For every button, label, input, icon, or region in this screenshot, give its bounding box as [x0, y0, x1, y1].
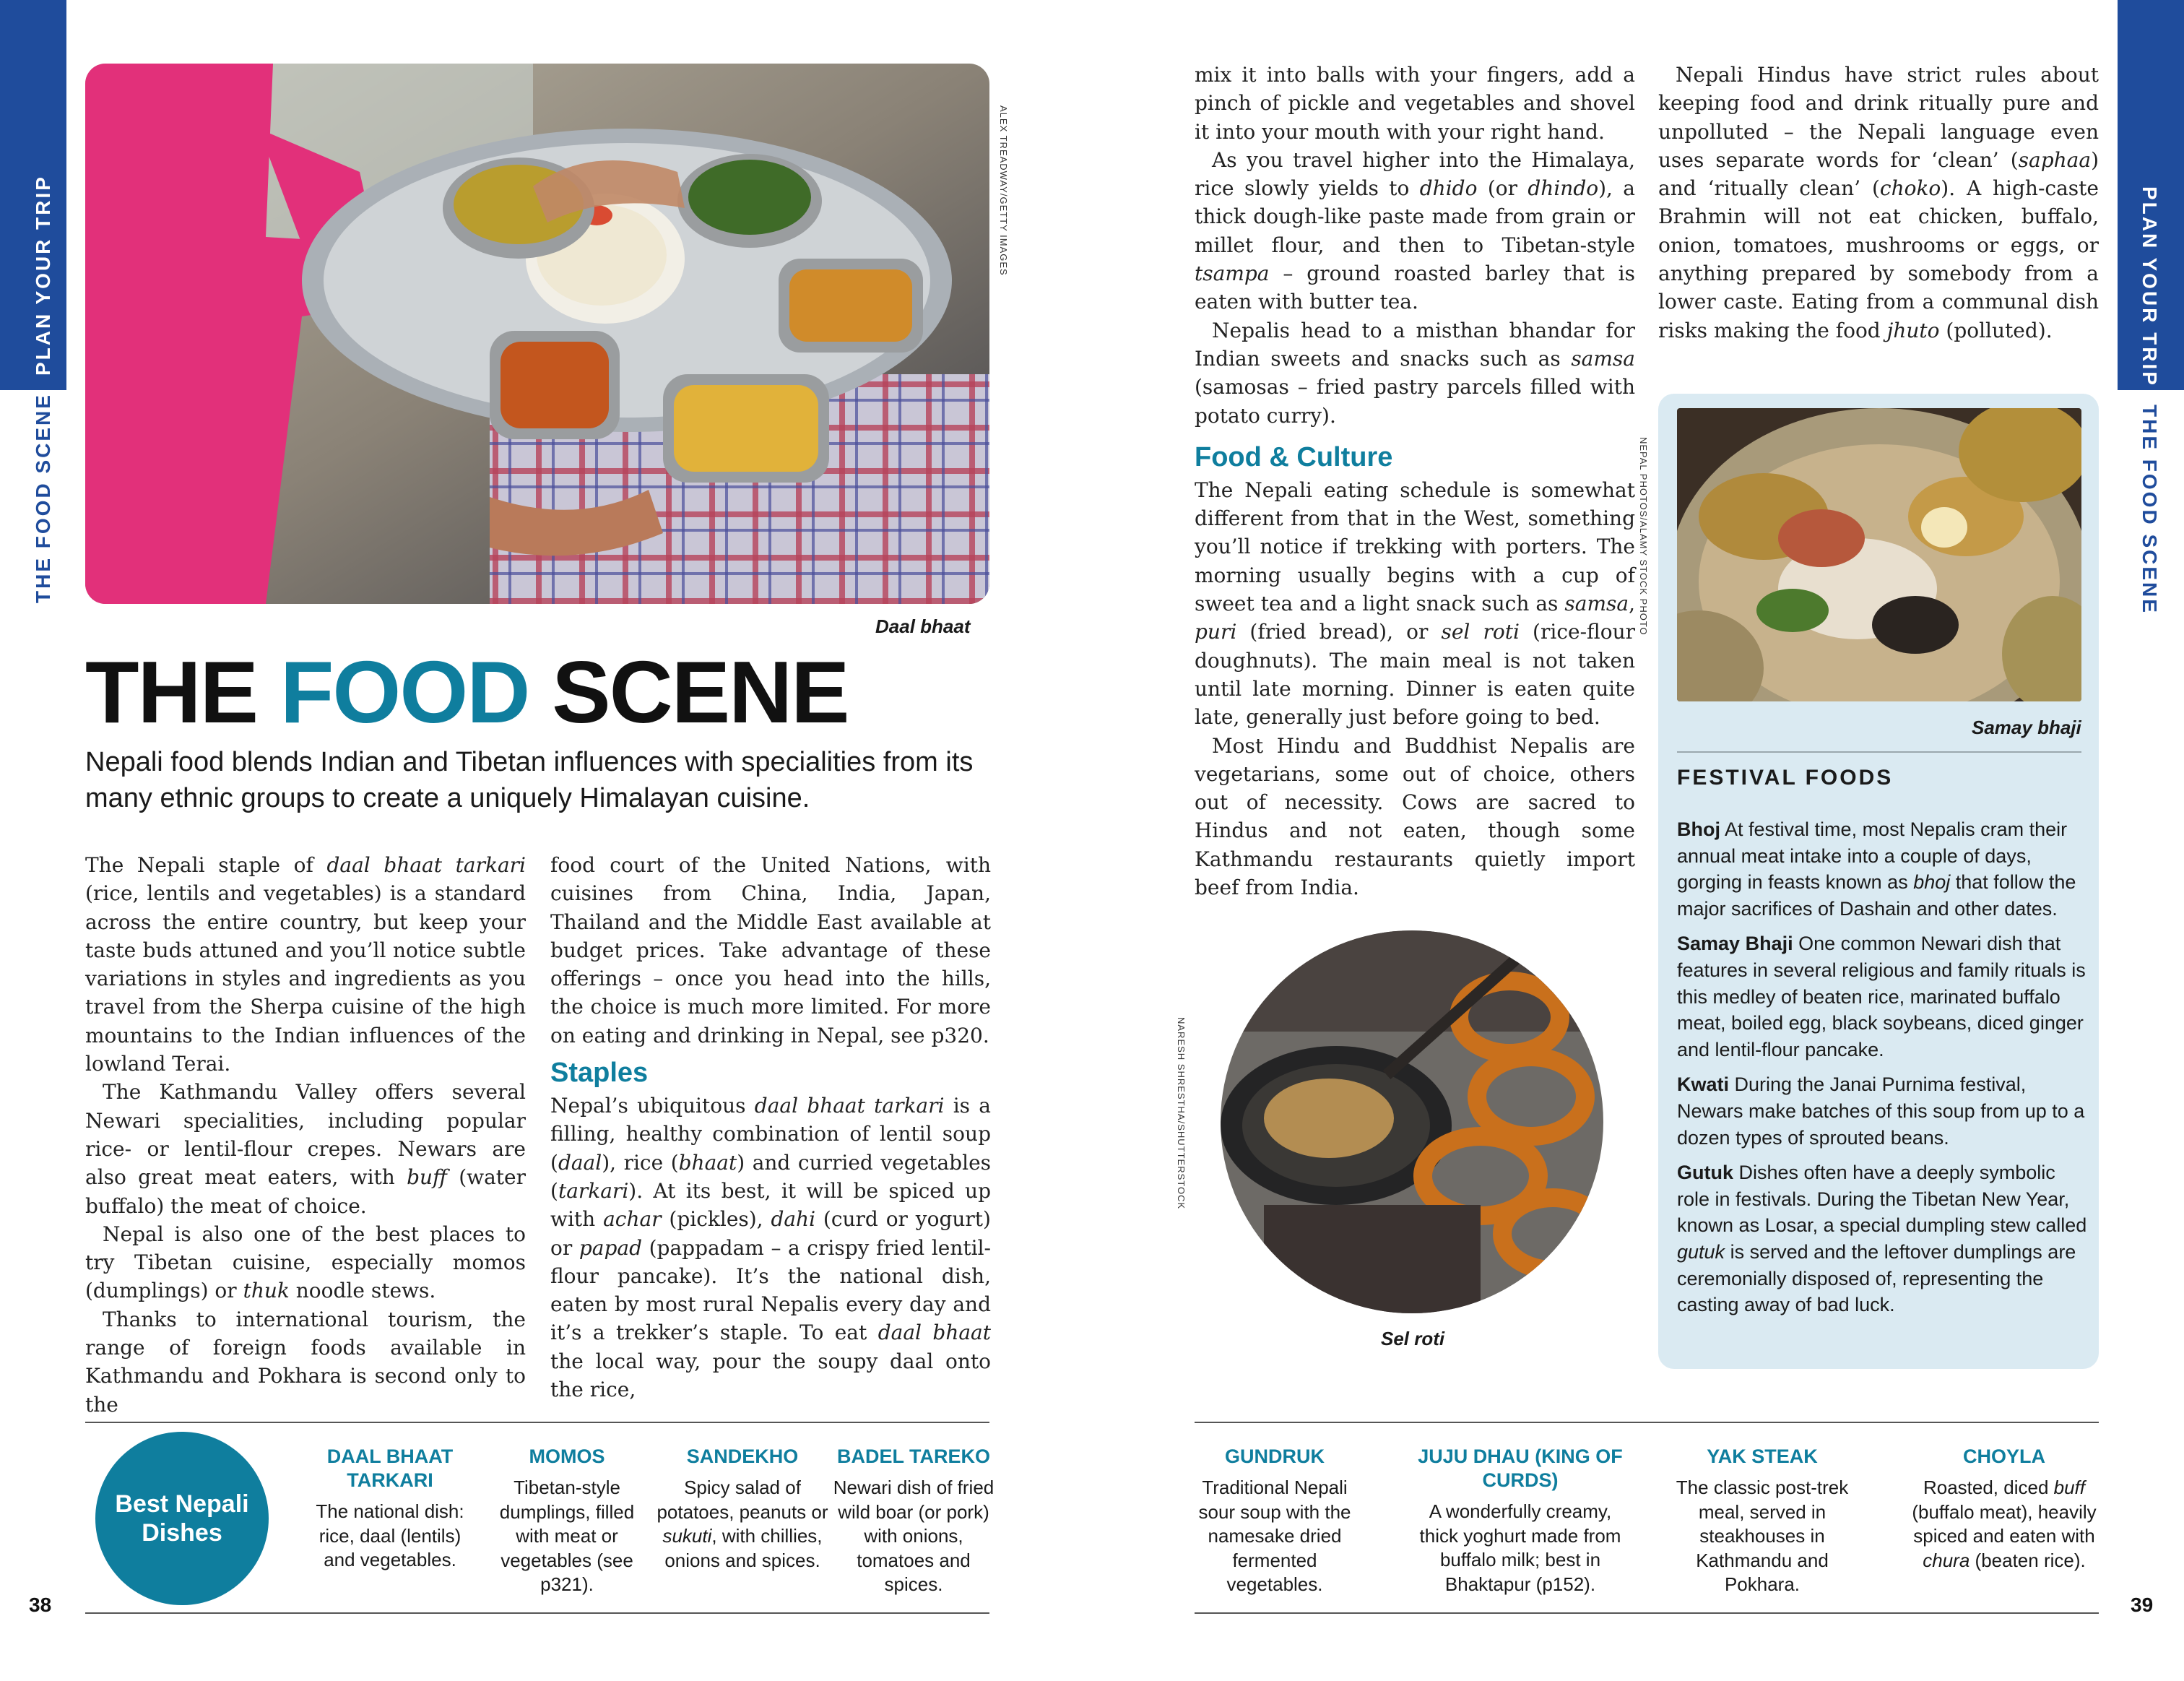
side-tab-plan-your-trip-left: PLAN YOUR TRIP: [32, 175, 54, 376]
col3-paragraph-3: Nepalis head to a misthan bhandar for Indian sweets and snacks such as samsa (samosas – fried pastry parcels filled with potato curry).: [1195, 318, 1635, 428]
best-dishes-bottom-rule-right: [1195, 1612, 2099, 1614]
body-column-3: [1195, 61, 1635, 902]
festival-foods-list: [1677, 816, 2089, 1327]
page-title: [85, 641, 849, 743]
dish-sandekho: SANDEKHO Spicy salad of potatoes, peanuts or sukuti, with chillies, onions and spices.: [656, 1446, 828, 1571]
col1-paragraph-3: Nepal is also one of the best places to try Tibetan cuisine, especially momos (dumplings) or thuk noodle stews.: [85, 1222, 526, 1303]
body-column-4: [1658, 61, 2099, 345]
staples-heading: Staples: [550, 1058, 649, 1089]
festival-item-bhoj: Bhoj At festival time, most Nepalis cram their annual meat intake into a couple of days, gorging in feasts known as bhoj that follow the major sacrifices of Dashain and other dates.: [1677, 818, 2076, 920]
samay-bhaji-photo-credit: NEPAL PHOTOS/ALAMY STOCK PHOTO: [1638, 437, 1649, 636]
daal-bhaat-photo: [85, 64, 989, 604]
side-tab-plan-your-trip-right: PLAN YOUR TRIP: [2138, 186, 2161, 387]
dish-daal-bhaat-tarkari: DAAL BHAAT TARKARI The national dish: rice, daal (lentils) and vegetables.: [316, 1446, 464, 1570]
title-part-2: SCENE: [529, 643, 849, 741]
sel-roti-photo: [1221, 930, 1603, 1313]
dish-juju-dhau: JUJU DHAU (KING OF CURDS) A wonderfully creamy, thick yoghurt made from buffalo milk; best in Bhaktapur (p152).: [1418, 1446, 1623, 1595]
body-column-2: [550, 851, 991, 1404]
col1-paragraph-4: Thanks to international tourism, the range of foreign foods available in Kathmandu and Pokhara is second only to the: [85, 1307, 526, 1417]
best-nepali-dishes-badge: Best Nepali Dishes: [95, 1432, 269, 1605]
festival-foods-title: FESTIVAL FOODS: [1677, 766, 1894, 790]
col3-paragraph-4: The Nepali eating schedule is somewhat different from that in the West, something you’ll notice if trekking with porters. The morning usually begins with a cup of sweet tea and a light snack such as samsa, puri (fried bread), or sel roti (rice-flour doughnuts). The main meal is not taken until late morning. Dinner is eaten quite late, generally just before going to bed.: [1195, 477, 1635, 730]
col1-paragraph-2: The Kathmandu Valley offers several Newari specialities, including popular rice- or lentil-flour crepes. Newars are also great meat eaters, with buff (water buffalo) the meat of choice.: [85, 1080, 526, 1218]
best-dishes-top-rule-right: [1195, 1422, 2099, 1423]
sel-roti-photo-credit: NARESH SHRESTHA/SHUTTERSTOCK: [1176, 1017, 1187, 1210]
sel-roti-caption: Sel roti: [1381, 1328, 1445, 1349]
food-culture-heading: Food & Culture: [1195, 441, 1393, 472]
samay-bhaji-photo: [1677, 408, 2081, 701]
best-dishes-bottom-rule-left: [85, 1612, 989, 1614]
sidebar-divider: [1677, 751, 2081, 753]
side-tab-food-scene-left: THE FOOD SCENE: [32, 393, 54, 603]
daal-bhaat-caption: Daal bhaat: [875, 615, 971, 637]
standfirst: Nepali food blends Indian and Tibetan influences with specialities from its many ethnic groups to create a uniquely Himalayan cuisine.: [85, 747, 974, 813]
best-dishes-top-rule-left: [85, 1422, 989, 1423]
page-number-right: 39: [2131, 1594, 2154, 1616]
col1-paragraph-1: The Nepali staple of daal bhaat tarkari (rice, lentils and vegetables) is a standard across the entire country, but keep your taste buds attuned and you’ll notice subtle variations in styles and ingredients as you travel from the Sherpa cuisine of the high mountains to the Indian influences of the lowland Terai.: [85, 853, 526, 1076]
samay-bhaji-caption: Samay bhaji: [1972, 717, 2081, 738]
body-column-1: [85, 851, 526, 1419]
page-number-left: 38: [29, 1594, 52, 1616]
dish-momos: MOMOS Tibetan-style dumplings, filled with meat or vegetables (see p321).: [499, 1446, 635, 1595]
col4-paragraph-1: Nepali Hindus have strict rules about keeping food and drink ritually pure and unpolluted – the Nepali language even uses separate words for ‘clean’ (saphaa) and ‘ritually clean’ (choko). A high-caste Brahmin will not eat chicken, buffalo, onion, tomatoes, mushrooms or eggs, or anything prepared by somebody from a lower caste. Eating from a communal dish risks making the food jhuto (polluted).: [1658, 63, 2099, 342]
col2-paragraph-2: Nepal’s ubiquitous daal bhaat tarkari is a filling, healthy combination of lentil soup (daal), rice (bhaat) and curried vegetables (tarkari). At its best, it will be spiced up with achar (pickles), dahi (curd or yogurt) or papad (pappadam – a crispy fried lentil-flour pancake). It’s the national dish, eaten by most rural Nepalis every day and it’s a trekker’s staple. To eat daal bhaat the local way, pour the soupy daal onto the rice,: [550, 1094, 992, 1402]
dish-badel-tareko: BADEL TAREKO Newari dish of fried wild boar (or pork) with onions, tomatoes and spices.: [833, 1446, 994, 1595]
title-part-1: THE: [85, 643, 280, 741]
title-accent: FOOD: [280, 643, 529, 741]
col3-paragraph-2: As you travel higher into the Himalaya, rice slowly yields to dhido (or dhindo), a thick dough-like paste made from grain or millet flour, and then to Tibetan-style tsampa – ground roasted barley that is eaten with butter tea.: [1195, 147, 1636, 314]
dish-yak-steak: YAK STEAK The classic post-trek meal, served in steakhouses in Kathmandu and Pokhara.: [1676, 1446, 1849, 1595]
festival-item-gutuk: Gutuk Dishes often have a deeply symbolic role in festivals. During the Tibetan New Year, known as Losar, a special dumpling stew called gutuk is served and the leftover dumplings are ceremonially disposed of, representing the casting away of bad luck.: [1677, 1162, 2087, 1316]
festival-item-samay-bhaji: Samay Bhaji One common Newari dish that features in several religious and family rituals is this medley of beaten rice, marinated buffalo meat, boiled egg, black soybeans, diced ginger and lentil-flour pancake.: [1677, 933, 2086, 1060]
dish-gundruk: GUNDRUK Traditional Nepali sour soup with the namesake dried fermented vegetables.: [1198, 1446, 1351, 1595]
col3-paragraph-1: mix it into balls with your fingers, add a pinch of pickle and vegetables and shovel it into your mouth with your right hand.: [1195, 63, 1635, 144]
dish-choyla: CHOYLA Roasted, diced buff (buffalo meat), heavily spiced and eaten with chura (beaten rice).: [1912, 1446, 2097, 1571]
side-tab-food-scene-right: THE FOOD SCENE: [2138, 405, 2161, 615]
col2-paragraph-1: food court of the United Nations, with cuisines from China, India, Japan, Thailand and the Middle East available at budget prices. Take advantage of these offerings – once you head into the hills, the choice is much more limited. For more on eating and drinking in Nepal, see p320.: [550, 853, 991, 1047]
daal-bhaat-photo-credit: ALEX TREADWAY/GETTY IMAGES: [998, 105, 1009, 276]
col3-paragraph-5: Most Hindu and Buddhist Nepalis are vegetarians, some out of choice, others out of necessity. Cows are sacred to Hindus and not eaten, though some Kathmandu restaurants quietly import beef from India.: [1195, 733, 1635, 900]
festival-item-kwati: Kwati During the Janai Purnima festival, Newars make batches of this soup from up to a dozen types of sprouted beans.: [1677, 1073, 2085, 1149]
